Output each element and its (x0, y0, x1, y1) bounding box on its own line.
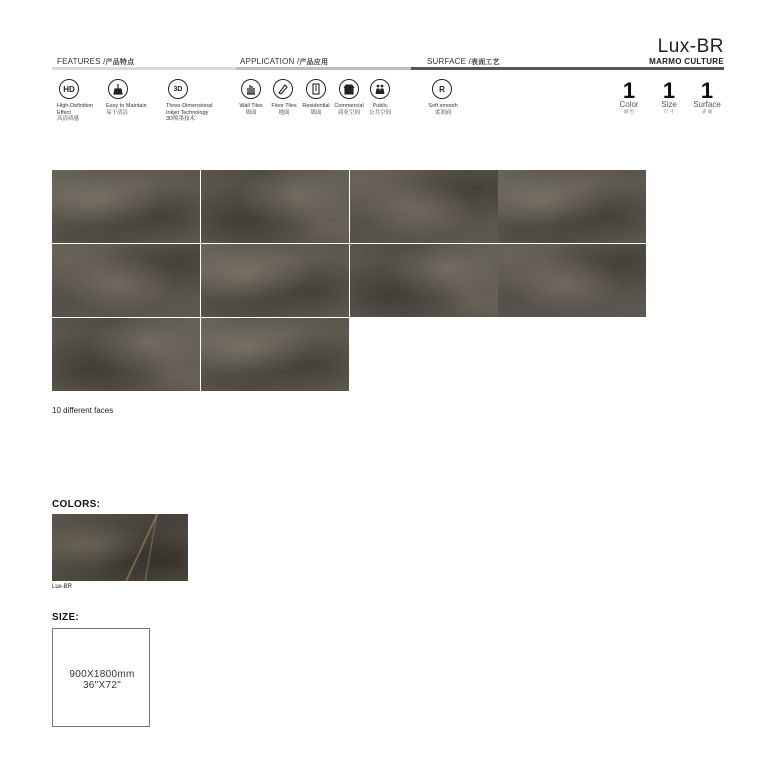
colors-heading: COLORS: (52, 499, 101, 510)
features-title: FEATURES /产品特点 (57, 57, 135, 66)
tile-face-3 (350, 170, 498, 243)
feature-label-hd: High-Definition Effect 高清质感 (57, 103, 94, 122)
people-icon (370, 79, 390, 99)
broom-icon (108, 79, 128, 99)
tile-face-9 (52, 318, 200, 391)
shop-icon (339, 79, 359, 99)
size-imperial: 36"X72" (82, 680, 122, 691)
surface-rule (411, 67, 724, 70)
size-count-cn: 尺 寸 (663, 109, 675, 114)
tile-face-7 (350, 244, 498, 317)
hand-icon (241, 79, 261, 99)
building-icon (306, 79, 326, 99)
feature-label-maintain: Easy to Maintain 易于清洁 (106, 103, 147, 116)
tile-face-10 (201, 318, 349, 391)
app-label-public: Public 公共空间 (368, 103, 391, 116)
app-label-commercial: Commercial 商业空间 (334, 103, 364, 116)
tile-face-1 (52, 170, 200, 243)
size-count-label: Size (661, 100, 677, 109)
feature-label-3d: Three-Dimensional Inkjet Technology 3D喷墨技术 (166, 103, 213, 122)
color-count-cn: 颜 色 (623, 109, 635, 114)
application-title: APPLICATION /产品应用 (240, 57, 329, 66)
features-rule (52, 67, 236, 70)
faces-caption: 10 different faces (52, 406, 114, 415)
hd-icon: HD (59, 79, 79, 99)
tile-face-5 (52, 244, 200, 317)
size-box (52, 628, 150, 727)
app-label-wall: Wall Tiles 墙面 (239, 103, 263, 116)
app-label-floor: Floor Tiles 地面 (271, 103, 297, 116)
size-heading: SIZE: (52, 612, 80, 623)
floor-icon (273, 79, 293, 99)
tile-face-6 (201, 244, 349, 317)
brand-subtitle: MARMO CULTURE (649, 57, 724, 66)
color-swatch-label: Lux-BR (52, 584, 73, 590)
application-rule (236, 67, 411, 70)
surface-title: SURFACE /表面工艺 (427, 57, 500, 66)
tile-face-2 (201, 170, 349, 243)
surface-count-cn: 表 面 (701, 109, 713, 114)
brand-title: Lux-BR (657, 36, 724, 57)
tile-face-8 (498, 244, 646, 317)
color-count: 1 (622, 78, 636, 103)
3d-icon: 3D (168, 79, 188, 99)
color-swatch-lux-br (52, 514, 188, 581)
surface-label: Soft smooth 柔润面 (428, 103, 458, 116)
app-label-residential: Residential 墙面 (302, 103, 330, 116)
color-count-label: Color (619, 100, 639, 109)
tile-face-4 (498, 170, 646, 243)
size-metric: 900X1800mm (69, 669, 135, 680)
surface-count-label: Surface (693, 100, 721, 109)
r-icon: R (432, 79, 452, 99)
size-count: 1 (662, 78, 676, 103)
surface-count: 1 (700, 78, 714, 103)
